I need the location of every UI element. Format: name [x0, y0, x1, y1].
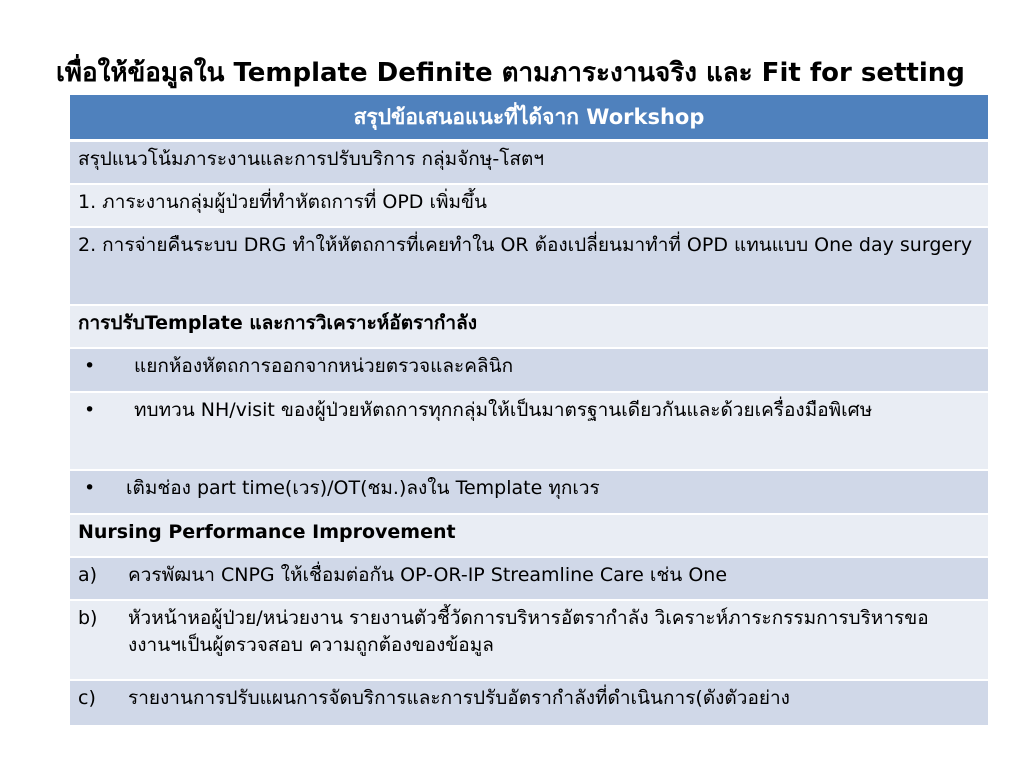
row-text: 1. ภาระงานกลุ่มผู้ป่วยที่ทำหัตถการที่ OPD เพิ่มขึ้น — [78, 191, 488, 213]
table-row — [70, 558, 988, 601]
row-text: เติมช่อง part time(เวร)/OT(ชม.)ลงใน Template ทุกเวร — [126, 477, 600, 499]
row-text: แยกห้องหัตถการออกจากหน่วยตรวจและคลินิก — [134, 355, 514, 377]
table-header: สรุปข้อเสนอแนะที่ได้จาก Workshop — [70, 95, 988, 142]
row-text: ทบทวน NH/visit ของผู้ป่วยหัตถการทุกกลุ่มให้เป็นมาตรฐานเดียวกันและด้วยเครื่องมือพิเศษ — [134, 399, 873, 421]
table-row — [70, 393, 988, 471]
slide-title: เพื่อให้ข้อมูลใน Template Definite ตามภาระงานจริง และ Fit for setting — [56, 58, 965, 88]
row-text: ควรพัฒนา CNPG ให้เชื่อมต่อกัน OP-OR-IP Streamline Care เช่น One — [128, 564, 728, 586]
section-heading: การปรับTemplate และการวิเคราะห์อัตรากำลัง — [78, 312, 478, 334]
table-row — [70, 601, 988, 681]
table-row — [70, 142, 988, 185]
table-row — [70, 681, 988, 725]
workshop-summary-table — [70, 95, 988, 725]
list-marker: a) — [78, 564, 98, 586]
row-text: 2. การจ่ายคืนระบบ DRG ทำให้หัตถการที่เคยทำใน OR ต้องเปลี่ยนมาทำที่ OPD แทนแบบ One day surgery — [78, 234, 973, 256]
table-row — [70, 471, 988, 515]
section-heading: Nursing Performance Improvement — [78, 521, 456, 543]
table-row — [70, 228, 988, 306]
section-heading-row — [70, 515, 988, 558]
bullet-marker: • — [84, 477, 96, 499]
table-row — [70, 349, 988, 393]
bullet-marker: • — [84, 399, 96, 421]
bullet-marker: • — [84, 355, 96, 377]
row-text: หัวหน้าหอผู้ป่วย/หน่วยงาน รายงานตัวชี้วัดการบริหารอัตรากำลัง วิเคราะห์ภาระกรรมการบริหารของงานฯเป็นผู้ตรวจสอบ ความถูกต้องของข้อมูล — [128, 607, 929, 656]
table-row — [70, 185, 988, 228]
section-heading-row — [70, 306, 988, 349]
list-marker: b) — [78, 607, 98, 629]
row-text: รายงานการปรับแผนการจัดบริการและการปรับอัตรากำลังที่ดำเนินการ(ดังตัวอย่าง — [128, 687, 790, 709]
list-marker: c) — [78, 687, 96, 709]
row-text: สรุปแนวโน้มภาระงานและการปรับบริการ กลุ่มจักษุ-โสตฯ — [78, 148, 545, 170]
